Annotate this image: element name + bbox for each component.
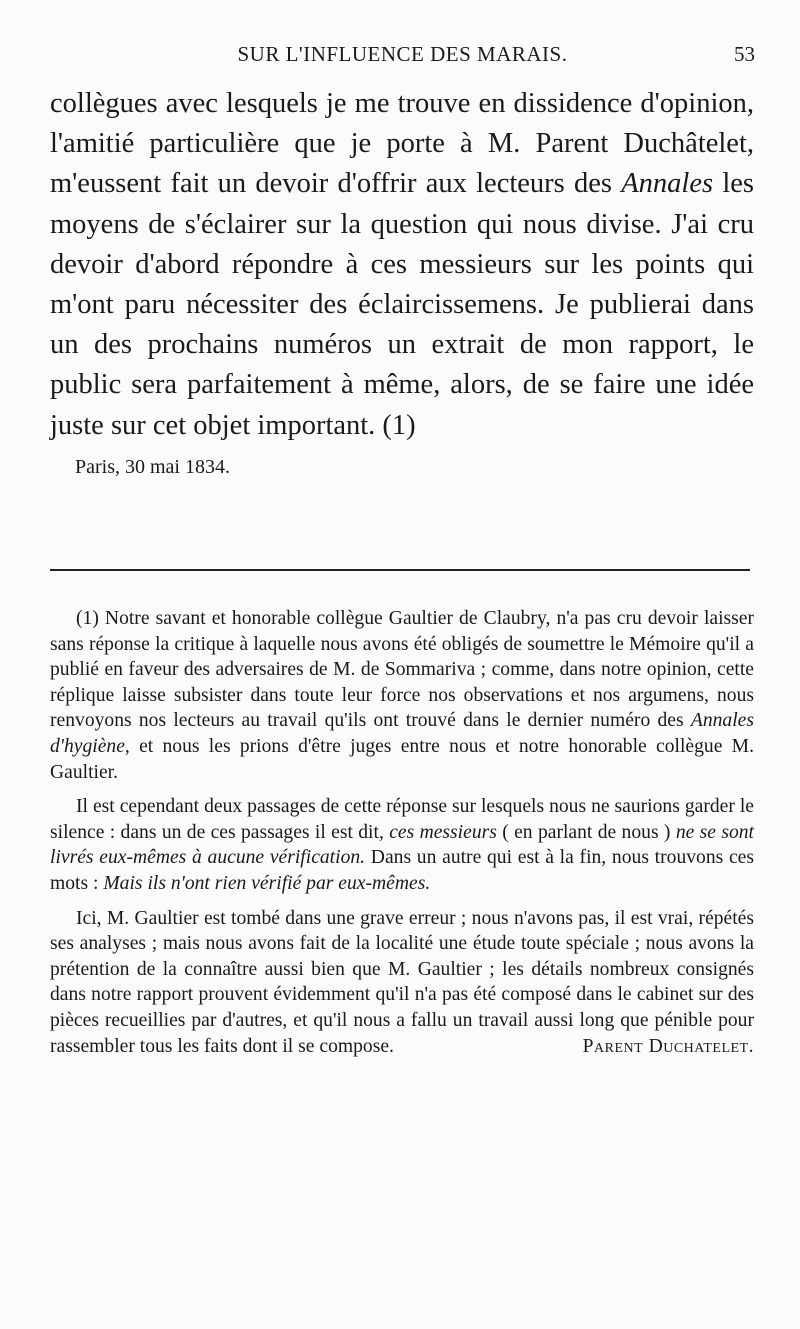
- dateline: Paris, 30 mai 1834.: [75, 455, 230, 478]
- footnote-2-text-b: ( en parlant de nous ): [496, 821, 676, 843]
- page-number: 53: [734, 42, 755, 66]
- footnote-2-text-c: Dans un autre qui est à la fin, nous trouvons ces mots :: [50, 847, 754, 894]
- body-paragraph: [50, 84, 754, 446]
- footnote-paragraph-3: [50, 906, 754, 1060]
- running-head: [50, 42, 755, 72]
- footnote-2-italic-2: ne se sont livrés eux-mêmes à aucune vérification.: [50, 821, 754, 869]
- footnote-1-text-b: et nous les prions d'être juges entre nous et notre honorable collègue M. Gaultier.: [50, 735, 754, 783]
- author-signature: Parent Duchatelet.: [582, 1035, 754, 1057]
- footnote-divider: [50, 569, 750, 571]
- body-text-b: les moyens de s'éclairer sur la question qui nous divise. J'ai cru devoir d'abord répondre à ces messieurs sur les points qui m'ont paru nécessiter des éclaircissemens. Je publierai dans un des prochains numéros un extrait de mon rapport, le public sera parfaitement à même, alors, de se faire une idée juste sur cet objet important. (1): [50, 168, 754, 441]
- footnote-1-text-a: (1) Notre savant et honorable collègue Gaultier de Claubry, n'a pas cru devoir laisser sans réponse la critique à laquelle nous avons été obligés de soumettre le Mémoire qu'il a publié en faveur des adversaires de M. de Sommariva ; comme, dans notre opinion, cette réplique laisse subsister dans toute leur force nos observations et nos argumens, nous renvoyons nos lecteurs au travail qu'ils ont trouvé dans le dernier numéro des: [50, 608, 754, 732]
- footnote-2-italic-1: ces messieurs: [389, 821, 497, 843]
- footnote-paragraph-2: [50, 794, 754, 896]
- footnotes: [50, 606, 754, 1068]
- footnote-paragraph-1: [50, 606, 754, 785]
- footnote-1-italic: Annales d'hygiène,: [50, 710, 754, 757]
- footnote-2-italic-3: Mais ils n'ont rien vérifié par eux-mêmes.: [103, 872, 431, 894]
- main-text: [50, 84, 754, 482]
- running-title: SUR L'INFLUENCE DES MARAIS.: [237, 42, 568, 66]
- body-text-a: collègues avec lesquels je me trouve en dissidence d'opinion, l'amitié particulière que je porte à M. Parent Duchâtelet, m'eussent fait un devoir d'offrir aux lecteurs des: [50, 88, 754, 200]
- footnote-2-text-a: Il est cependant deux passages de cette réponse sur lesquels nous ne saurions garder le silence : dans un de ces passages il est dit,: [50, 796, 754, 843]
- footnote-3-text: Ici, M. Gaultier est tombé dans une grave erreur ; nous n'avons pas, il est vrai, répétés ses analyses ; mais nous avons fait de la localité une étude toute spéciale ; nous avons la prétention de la connaître aussi bien que M. Gaultier ; les détails nombreux consignés dans notre rapport prouvent évidemment qu'il n'a pas été composé dans le cabinet sur des pièces recueillies par d'autres, et qu'il nous a fallu un travail aussi long que pénible pour rassembler tous les faits dont il se compose.: [50, 907, 754, 1057]
- annales-italic: Annales: [621, 168, 714, 200]
